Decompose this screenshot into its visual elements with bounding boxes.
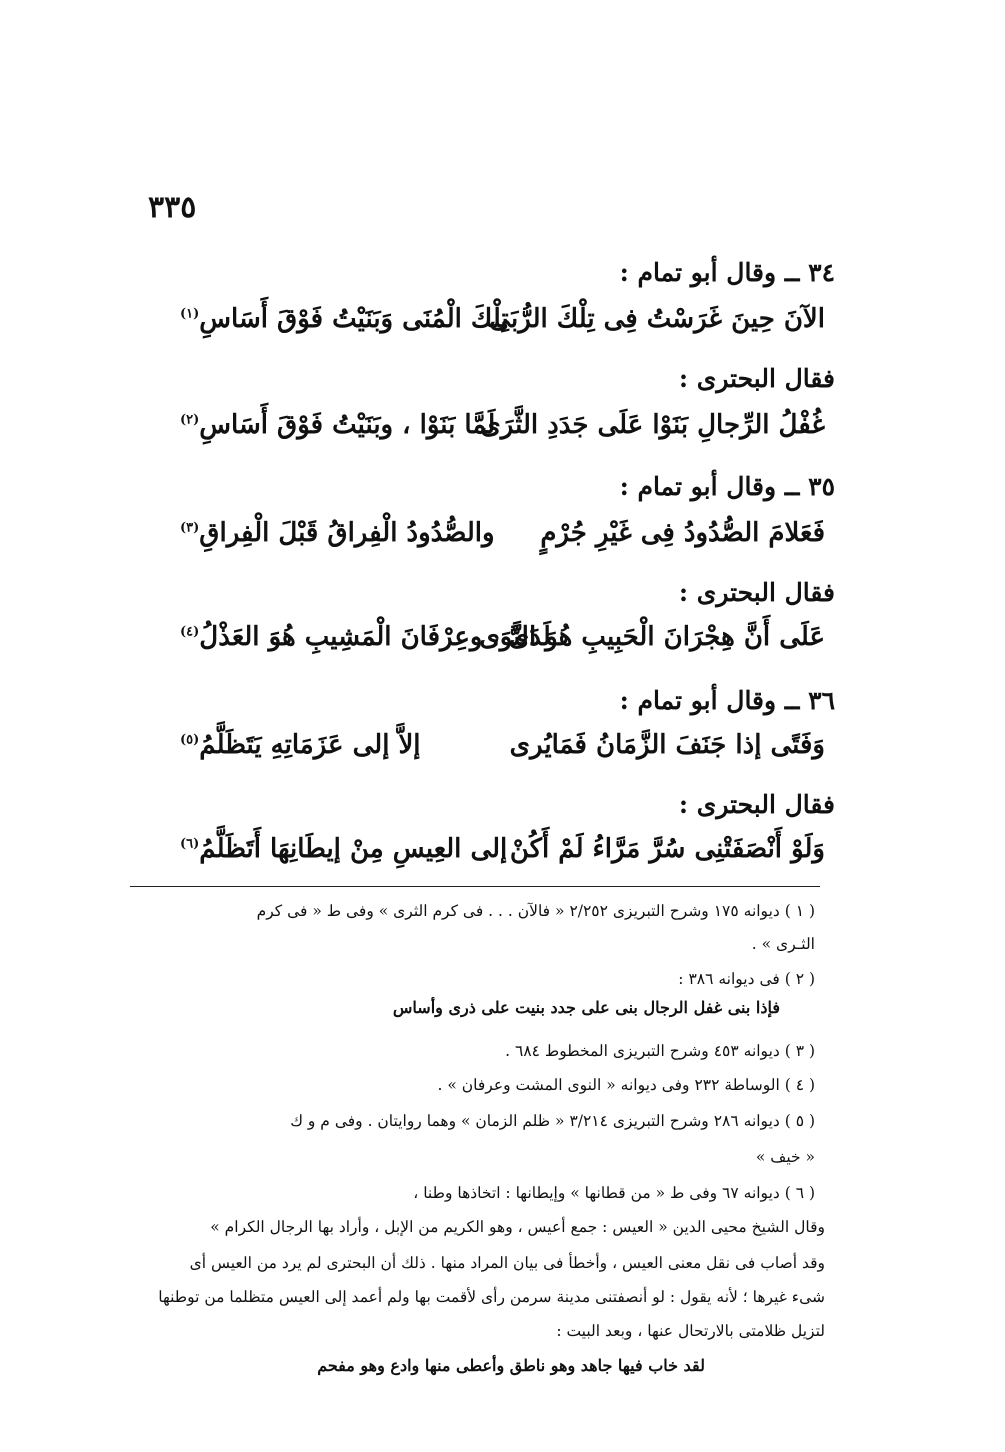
verse-line: [160, 518, 825, 564]
verse-first-hemistich: عَلَى أَنَّ هِجْرَانَ الْحَبِيبِ هُوَ النَّوَى: [479, 622, 825, 652]
section-heading: فقال البحترى :: [678, 578, 835, 607]
section-heading: ٣٥ ــ وقال أبو تمام :: [619, 472, 835, 501]
footnote-2-verse: فإذا بنى غفل الرجال بنى على جدد بنيت على ذرى وأساس: [392, 998, 780, 1017]
section-heading: فقال البحترى :: [678, 364, 835, 393]
section-heading: ٣٦ ــ وقال أبو تمام :: [619, 686, 835, 715]
page-number: ٣٣٥: [148, 190, 197, 225]
footnote-ref: (٢): [180, 412, 200, 428]
commentary-verse: لقد خاب فيها جاهد وهو ناطق وأعطى منها وادع وهو مفحم: [317, 1356, 705, 1375]
verse-second-hemistich: [180, 834, 507, 864]
section-heading: ٣٤ ــ وقال أبو تمام :: [619, 258, 835, 287]
verse-second-hemistich-text: إلى العِيسِ مِنْ إيطَانِهَا أَتَظَلَّمُ: [199, 834, 508, 864]
footnote-ref: (٣): [180, 520, 200, 536]
verse-second-hemistich: [180, 304, 509, 334]
footnote-ref: (٤): [180, 624, 200, 640]
verse-second-hemistich: [180, 622, 551, 652]
verse-second-hemistich-text: تِلْكَ الْمُنَى وَبَنَيْتُ فَوْقَ أَسَاسِ: [199, 304, 509, 334]
footnote-3: ( ٣ ) ديوانه ٤٥٣ وشرح التبريزى المخطوط ٦٨٤ .: [505, 1042, 815, 1060]
verse-line: [160, 834, 825, 880]
verse-first-hemistich: الآنَ حِينَ غَرَسْتُ فِى تِلْكَ الرُّبَى: [489, 304, 825, 334]
commentary-line: وقد أصاب فى نقل معنى العيس ، وأخطأ فى بيان المراد منها . ذلك أن البحترى لم يرد من العيس أى: [189, 1254, 825, 1272]
verse-line: [160, 410, 825, 456]
footnote-ref: (٥): [180, 732, 200, 748]
footnote-divider: [130, 886, 820, 887]
verse-second-hemistich-text: لَدَىَّ ، وعِرْفَانَ الْمَشِيبِ هُوَ العَذْلُ: [199, 622, 551, 652]
verse-second-hemistich-text: والصُّدُودُ الْفِراقُ قَبْلَ الْفِراقِ: [199, 518, 495, 548]
verse-line: [160, 304, 825, 350]
footnote-5-continued: « خيف »: [755, 1148, 815, 1166]
footnote-ref: (١): [180, 306, 200, 322]
footnote-1: ( ١ ) ديوانه ١٧٥ وشرح التبريزى ٢/٢٥٢ « فالآن . . . فى كرم الثرى » وفى ط « فى كرم: [256, 902, 815, 920]
verse-second-hemistich: [180, 730, 421, 760]
footnote-ref: (٦): [180, 836, 200, 852]
verse-second-hemistich-text: إلاَّ إلى عَزَمَاتِهِ يَتَظَلَّمُ: [199, 730, 421, 760]
verse-second-hemistich: [180, 518, 495, 548]
footnote-5: ( ٥ ) ديوانه ٢٨٦ وشرح التبريزى ٣/٢١٤ « ظلم الزمان » وهما روايتان . وفى م و ك: [290, 1112, 815, 1130]
commentary-line: وقال الشيخ محيى الدين « العيس : جمع أعيس ، وهو الكريم من الإبل ، وأراد بها الرجال الكرام »: [210, 1218, 825, 1236]
verse-line: [160, 622, 825, 668]
footnote-4: ( ٤ ) الوساطة ٢٣٢ وفى ديوانه « النوى المشت وعرفان » .: [437, 1076, 815, 1094]
footnote-6: ( ٦ ) ديوانه ٦٧ وفى ط « من قطانها » وإيطانها : اتخاذها وطنا ،: [413, 1184, 815, 1202]
verse-first-hemistich: وَفَتًى إذا جَنَفَ الزَّمَانُ فَمَايُرى: [509, 730, 825, 760]
footnote-1-continued: الثـرى » .: [751, 935, 815, 953]
verse-line: [160, 730, 825, 776]
verse-second-hemistich-text: لَمَّا بَنَوْا ، وبَنَيْتُ فَوْقَ أَسَاسِ: [199, 410, 496, 440]
verse-first-hemistich: فَعَلامَ الصُّدُودُ فِى غَيْرِ جُرْمٍ: [540, 518, 825, 548]
commentary-line: شىء غيرها ؛ لأنه يقول : لو أنصفتنى مدينة سرمن رأى لأقمت بها ولم أعمد إلى العيس متظلما من توطنها: [158, 1288, 825, 1306]
verse-second-hemistich: [180, 410, 495, 440]
footnote-2: ( ٢ ) فى ديوانه ٣٨٦ :: [678, 970, 815, 988]
section-heading: فقال البحترى :: [678, 790, 835, 819]
verse-first-hemistich: غُفْلُ الرِّجالِ بَنَوْا عَلَى جَدَدِ الثَّرَى: [480, 410, 825, 440]
verse-first-hemistich: وَلَوْ أَنْصَفَتْنِى سُرَّ مَرَّاءُ لَمْ أَكُنْ: [509, 834, 825, 864]
commentary-line: لتزيل ظلامتى بالارتحال عنها ، وبعد البيت :: [556, 1322, 825, 1340]
